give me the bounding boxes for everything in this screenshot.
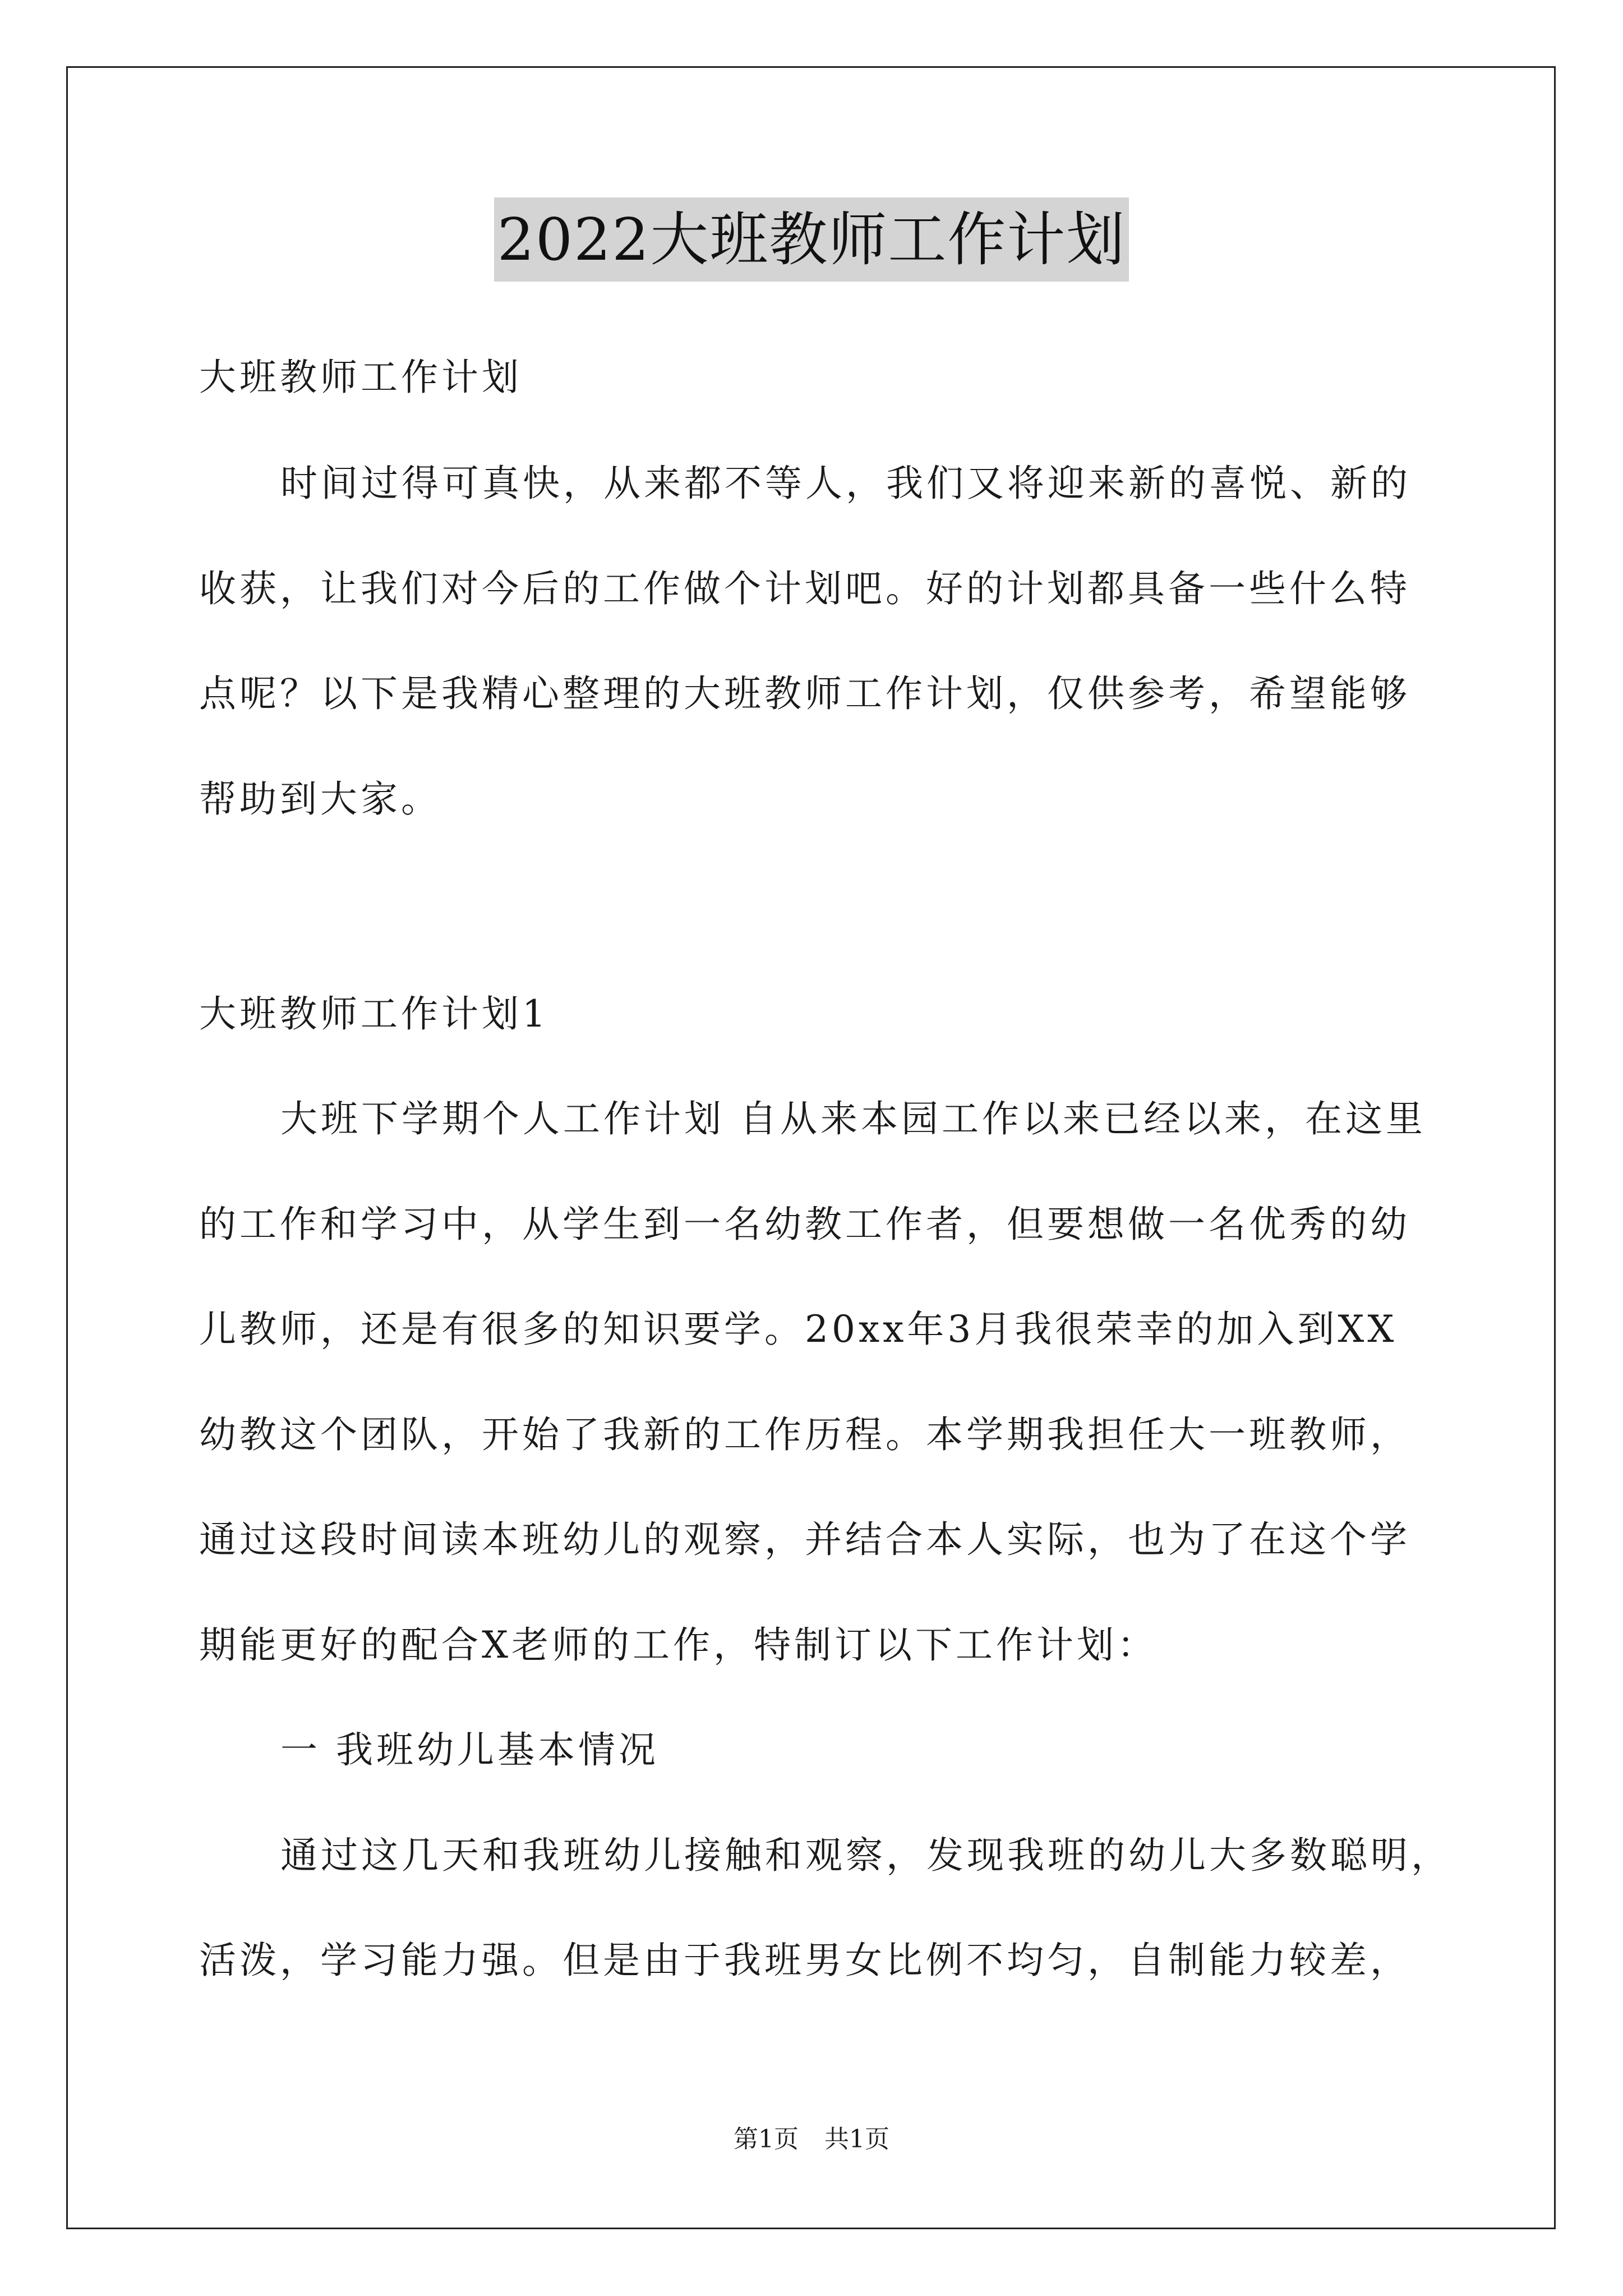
- paragraph-line: 点呢？以下是我精心整理的大班教师工作计划，仅供参考，希望能够: [199, 672, 1410, 715]
- paragraph-line: 通过这几天和我班幼儿接触和观察，发现我班的幼儿大多数聪明，: [280, 1834, 1451, 1877]
- page-footer: [0, 2123, 1623, 2156]
- paragraph-line: 期能更好的配合X老师的工作，特制订以下工作计划：: [199, 1623, 1158, 1667]
- paragraph-line: 通过这段时间读本班幼儿的观察，并结合本人实际，也为了在这个学: [199, 1518, 1410, 1561]
- paragraph-line: 大班下学期个人工作计划 自从来本园工作以来已经以来，在这里: [280, 1097, 1426, 1140]
- paragraph-line: 儿教师，还是有很多的知识要学。20xx年3月我很荣幸的加入到XX: [199, 1308, 1398, 1351]
- paragraph-line: 帮助到大家。: [199, 777, 441, 821]
- paragraph-line: 时间过得可真快，从来都不等人，我们又将迎来新的喜悦、新的: [280, 462, 1411, 505]
- subsection-heading: 一 我班幼儿基本情况: [280, 1728, 659, 1772]
- section-heading: 大班教师工作计划: [199, 356, 522, 399]
- paragraph-line: 活泼，学习能力强。但是由于我班男女比例不均匀，自制能力较差，: [199, 1939, 1410, 1982]
- document-title: 2022大班教师工作计划: [494, 197, 1129, 282]
- page-total: 共1页: [824, 2125, 889, 2154]
- title-container: [0, 197, 1623, 282]
- paragraph-line: 的工作和学习中，从学生到一名幼教工作者，但要想做一名优秀的幼: [199, 1203, 1410, 1246]
- section-heading: 大班教师工作计划1: [199, 992, 549, 1036]
- page-number: 第1页: [734, 2125, 799, 2154]
- paragraph-line: 幼教这个团队，开始了我新的工作历程。本学期我担任大一班教师，: [199, 1413, 1410, 1456]
- paragraph-line: 收获，让我们对今后的工作做个计划吧。好的计划都具备一些什么特: [199, 567, 1410, 610]
